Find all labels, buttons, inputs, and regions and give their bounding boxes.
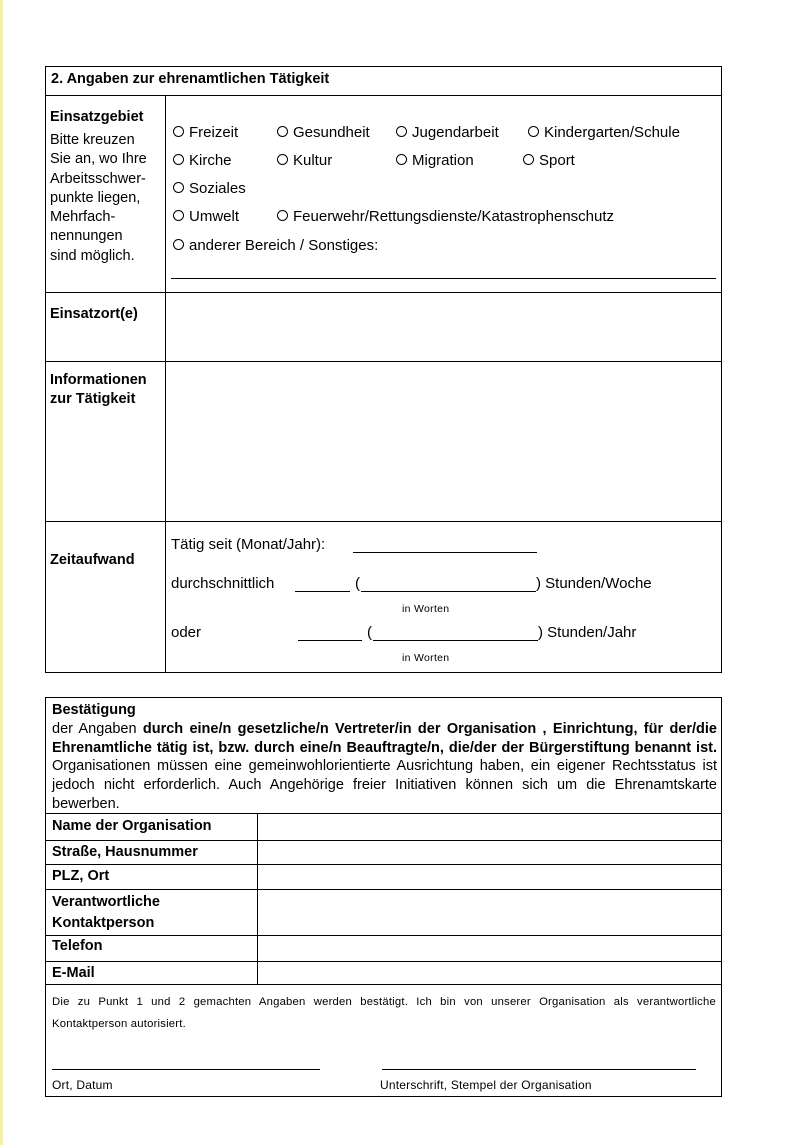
radio-circle-icon[interactable] (173, 182, 184, 193)
radio-circle-icon[interactable] (528, 126, 539, 137)
confirmation-heading: Bestätigung (52, 702, 136, 718)
help-line: nennungen (50, 228, 123, 245)
zeitaufwand-label-block (50, 551, 135, 570)
column-divider (257, 813, 258, 985)
sonstiges-input-line[interactable] (171, 278, 716, 279)
row-divider (46, 984, 721, 985)
row-divider (46, 961, 721, 962)
in-worten-hint: in Worten (402, 603, 450, 615)
signature-label: Unterschrift, Stempel der Organisation (380, 1078, 592, 1092)
durchschnittlich-label: durchschnittlich (171, 575, 275, 592)
intro-bold-text: durch eine/n gesetzliche/n Vertreter/in der Organisation , Einrichtung, für der/die Ehrenamtliche tätig ist, bzw. durch eine/n Beauftragte/n, die/der der Bürgerstiftung benannt ist. (52, 720, 717, 756)
email-label: E-Mail (52, 965, 95, 981)
confirmation-intro (52, 701, 717, 814)
option-freizeit[interactable] (173, 124, 238, 142)
row-divider (46, 521, 721, 522)
open-paren: ( (367, 624, 372, 641)
open-paren: ( (355, 575, 360, 592)
ort-datum-label: Ort, Datum (52, 1078, 113, 1092)
org-name-label: Name der Organisation (52, 818, 212, 834)
confirmation-table (45, 697, 722, 1097)
option-label: Migration (412, 152, 474, 169)
einsatzort-field[interactable] (167, 293, 720, 360)
radio-circle-icon[interactable] (173, 239, 184, 250)
zeitaufwand-label: Zeitaufwand (50, 552, 135, 568)
einsatzgebiet-label: Einsatzgebiet (50, 109, 144, 125)
row-divider (46, 864, 721, 865)
informationen-label: Informationen (50, 372, 147, 388)
contact-label-line: Verantwortliche (52, 894, 160, 910)
radio-circle-icon[interactable] (523, 154, 534, 165)
row-divider (46, 935, 721, 936)
help-line: punkte liegen, (50, 189, 141, 206)
help-line: Mehrfach- (50, 209, 116, 226)
ort-datum-input-line[interactable] (52, 1069, 320, 1070)
radio-circle-icon[interactable] (277, 154, 288, 165)
option-jugendarbeit[interactable] (396, 124, 499, 142)
radio-circle-icon[interactable] (173, 210, 184, 221)
option-label: Kirche (189, 152, 232, 169)
help-line: Bitte kreuzen (50, 132, 135, 148)
email-field[interactable] (259, 963, 720, 983)
stunden-woche-words-line[interactable] (361, 591, 536, 592)
option-sonstiges[interactable] (173, 237, 378, 255)
contact-label-line: Kontaktperson (52, 915, 155, 931)
help-line: sind möglich. (50, 247, 135, 264)
option-label: Umwelt (189, 208, 240, 225)
option-label: Kultur (293, 152, 333, 169)
street-label: Straße, Hausnummer (52, 844, 198, 860)
option-feuerwehr[interactable] (277, 208, 614, 226)
stunden-woche-label: ) Stunden/Woche (536, 575, 652, 592)
option-gesundheit[interactable] (277, 124, 370, 142)
plz-ort-label: PLZ, Ort (52, 868, 110, 884)
informationen-label-block (50, 371, 147, 409)
section2-table (45, 66, 722, 673)
intro-text: der Angaben (52, 720, 143, 737)
option-label: Freizeit (189, 124, 239, 141)
einsatzort-label: Einsatzort(e) (50, 306, 138, 322)
stunden-jahr-words-line[interactable] (373, 640, 538, 641)
telefon-label: Telefon (52, 938, 103, 954)
option-label: Jugendarbeit (412, 124, 499, 141)
confirmation-statement: Die zu Punkt 1 und 2 gemachten Angaben werden bestätigt. Ich bin von unserer Organisation als verantwortliche Kontaktperson autorisiert. (52, 996, 716, 1030)
plz-ort-field[interactable] (259, 866, 720, 888)
einsatzgebiet-label-block (50, 108, 147, 266)
oder-label: oder (171, 624, 202, 641)
section2-title: 2. Angaben zur ehrenamtlichen Tätigkeit (46, 67, 721, 96)
einsatzgebiet-help (50, 131, 147, 266)
intro-text: Organisationen müssen eine gemeinwohlorientierte Ausrichtung haben, ein eigener Rechtsstatus ist jedoch nicht erforderlich. Auch Angehörige freier Initiativen können sich um die Ehrenamtskarte bewerben. (52, 758, 717, 812)
help-line: Arbeitsschwer- (50, 170, 146, 187)
contact-person-field[interactable] (259, 891, 720, 934)
option-label: Gesundheit (293, 124, 370, 141)
stunden-jahr-number-line[interactable] (298, 640, 362, 641)
page-edge-strip (0, 0, 3, 1145)
street-field[interactable] (259, 842, 720, 863)
option-kultur[interactable] (277, 152, 332, 170)
radio-circle-icon[interactable] (277, 210, 288, 221)
column-divider (165, 96, 166, 673)
telefon-field[interactable] (259, 937, 720, 960)
radio-circle-icon[interactable] (173, 154, 184, 165)
option-label: Sport (539, 152, 575, 169)
radio-circle-icon[interactable] (173, 126, 184, 137)
option-kindergarten[interactable] (528, 124, 680, 142)
option-soziales[interactable] (173, 180, 246, 198)
help-line: Sie an, wo Ihre (50, 151, 147, 168)
option-label: Feuerwehr/Rettungsdienste/Katastrophenschutz (293, 208, 615, 225)
option-umwelt[interactable] (173, 208, 239, 226)
radio-circle-icon[interactable] (396, 154, 407, 165)
row-divider (46, 840, 721, 841)
option-sport[interactable] (523, 152, 575, 170)
option-kirche[interactable] (173, 152, 232, 170)
stunden-jahr-label: ) Stunden/Jahr (538, 624, 637, 641)
stunden-woche-number-line[interactable] (295, 591, 350, 592)
signature-input-line[interactable] (382, 1069, 696, 1070)
in-worten-hint: in Worten (402, 652, 450, 664)
option-label: anderer Bereich / Sonstiges: (189, 237, 379, 254)
radio-circle-icon[interactable] (396, 126, 407, 137)
org-name-field[interactable] (259, 815, 720, 839)
row-divider (46, 889, 721, 890)
radio-circle-icon[interactable] (277, 126, 288, 137)
informationen-field[interactable] (167, 363, 720, 520)
contact-person-label (52, 892, 160, 934)
option-label: Kindergarten/Schule (544, 124, 680, 141)
informationen-label: zur Tätigkeit (50, 391, 136, 407)
row-divider (46, 813, 721, 814)
einsatzort-label-block (50, 305, 138, 324)
option-migration[interactable] (396, 152, 474, 170)
row-divider (46, 361, 721, 362)
taetig-seit-label: Tätig seit (Monat/Jahr): (171, 536, 326, 553)
option-label: Soziales (189, 180, 246, 197)
taetig-seit-input-line[interactable] (353, 552, 537, 553)
